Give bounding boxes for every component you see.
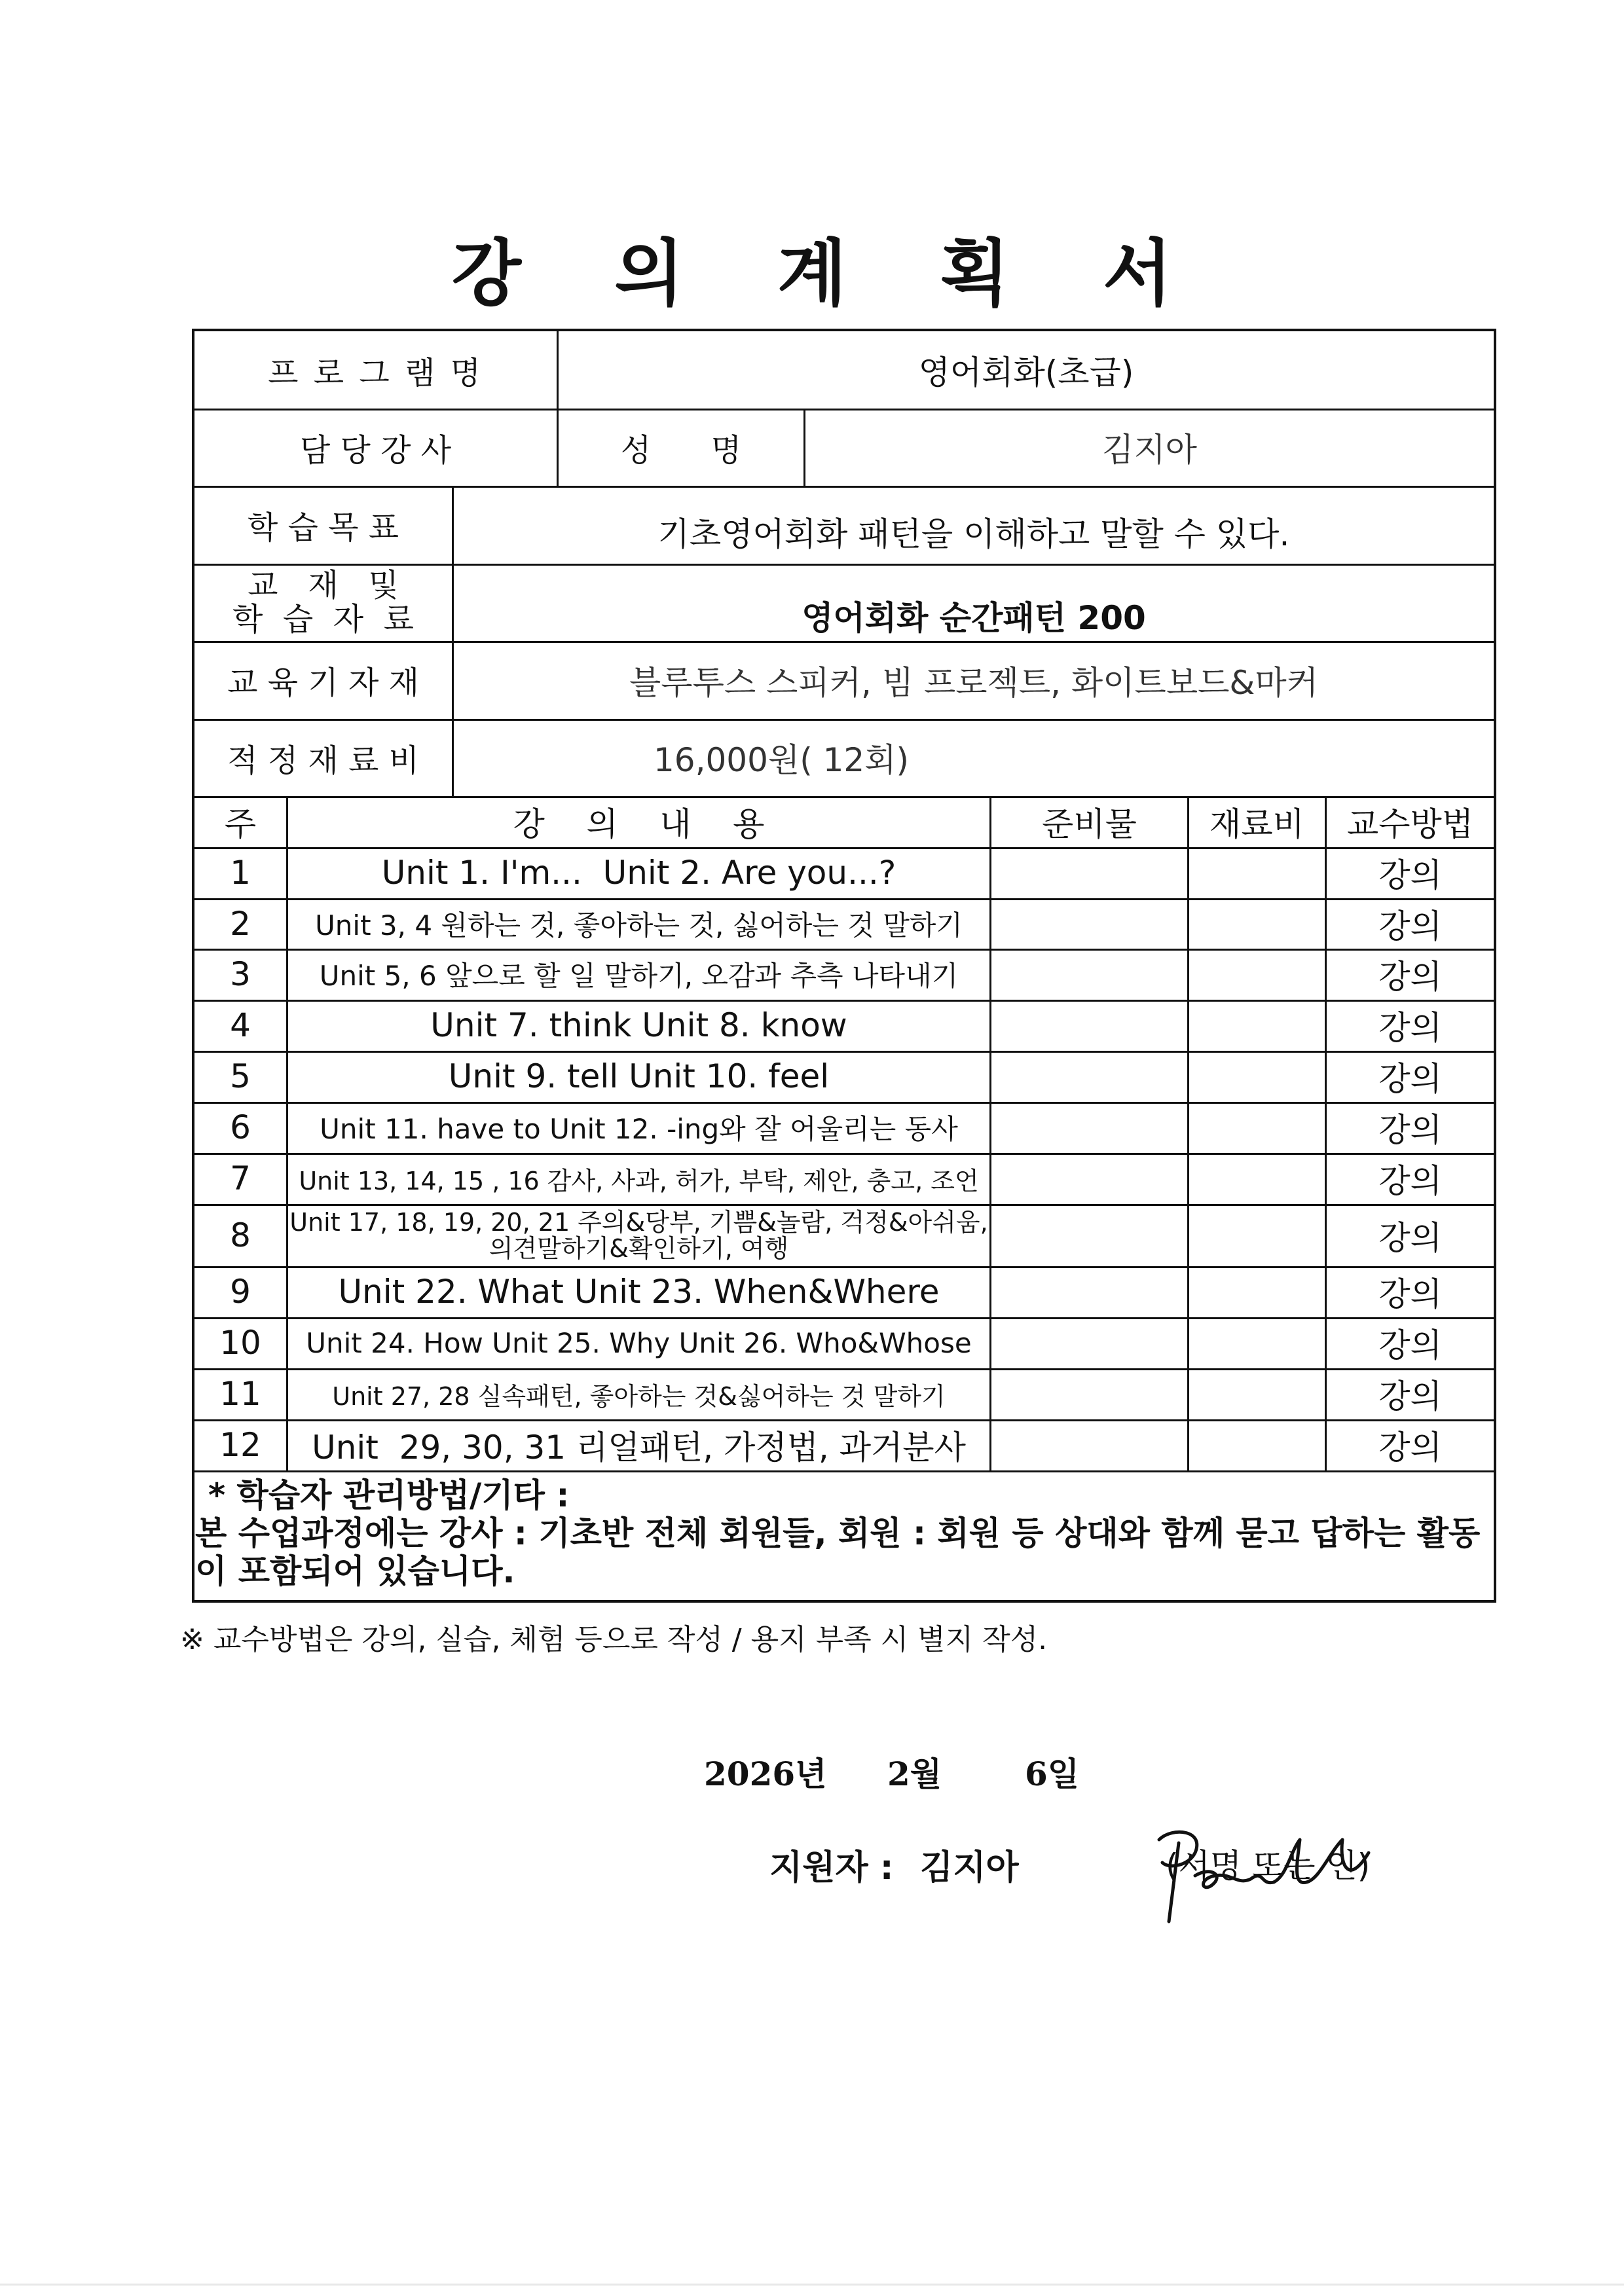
instructor-label: 담 당 강 사: [299, 431, 452, 469]
row-content: Unit 9. tell Unit 10. feel: [448, 1057, 830, 1095]
row-method: 강의: [1378, 1429, 1442, 1467]
row-method: 강의: [1378, 1326, 1442, 1364]
learning-goal-label: 학 습 목 표: [247, 509, 399, 546]
materials-label: [194, 564, 452, 641]
row-content: Unit 27, 28 실속패턴, 좋아하는 것&싫어하는 것 말하기: [332, 1381, 946, 1411]
row-method: 강의: [1378, 958, 1442, 996]
learning-goal-value: 기초영어회화 패턴을 이해하고 말할 수 있다.: [657, 515, 1290, 553]
material-fee-label: 적 정 재 료 비: [227, 742, 419, 779]
row-content: Unit 11. have to Unit 12. -ing와 잘 어울리는 동사: [320, 1113, 958, 1145]
row-week: 6: [230, 1108, 251, 1146]
row-method: 강의: [1378, 1377, 1442, 1415]
materials-value: 영어회화 순간패턴 200: [802, 599, 1146, 637]
row-content: [288, 1204, 989, 1266]
row-week: 11: [219, 1375, 261, 1413]
row-week: 7: [230, 1159, 251, 1197]
signature-label: (서명 또는 인): [1166, 1847, 1371, 1885]
row-week: 9: [230, 1273, 251, 1311]
name-label: 성 명: [620, 431, 742, 469]
applicant-label: 지원자 :: [769, 1848, 894, 1887]
row-content: Unit 1. I'm... Unit 2. Are you...?: [381, 854, 896, 892]
row-week: 1: [230, 854, 251, 892]
materials-label-line1: 교 재 및: [248, 567, 399, 604]
row-method: 강의: [1378, 1162, 1442, 1200]
program-name-label: 프 로 그 램 명: [268, 354, 483, 392]
row-content: Unit 13, 14, 15 , 16 감사, 사과, 허가, 부탁, 제안, 충고, 조언: [299, 1166, 979, 1195]
applicant-name: 김지아: [920, 1848, 1019, 1887]
row-method: 강의: [1378, 1060, 1442, 1098]
instructor-name-value: 김지아: [1102, 431, 1197, 469]
row-content-line2: 의견말하기&확인하기, 여행: [489, 1233, 789, 1263]
management-note-body: 본 수업과정에는 강사 : 기초반 전체 회원들, 회원 : 회원 등 상대와 함께 묻고 답하는 활동이 포함되어 있습니다.: [195, 1514, 1481, 1590]
date-month: 2월: [887, 1755, 942, 1793]
row-week: 2: [230, 904, 251, 943]
row-method: 강의: [1378, 1111, 1442, 1149]
equipment-label: 교 육 기 자 재: [227, 665, 419, 701]
row-content: Unit 24. How Unit 25. Why Unit 26. Who&Whose: [306, 1326, 972, 1359]
row-week: 5: [230, 1057, 251, 1095]
row-method: 강의: [1378, 1009, 1442, 1047]
row-content: Unit 3, 4 원하는 것, 좋아하는 것, 싫어하는 것 말하기: [315, 909, 963, 941]
row-content: Unit 7. think Unit 8. know: [430, 1006, 847, 1044]
material-fee-value: 16,000원( 12회): [653, 741, 910, 779]
row-method: 강의: [1378, 856, 1442, 894]
col-content-header: 강 의 내 용: [513, 805, 765, 843]
date-day: 6일: [1025, 1755, 1080, 1793]
row-content-line1: Unit 17, 18, 19, 20, 21 주의&당부, 기쁨&놀람, 걱정&아쉬움,: [289, 1207, 988, 1237]
row-content: Unit 22. What Unit 23. When&Where: [338, 1273, 940, 1311]
management-note: [195, 1476, 1494, 1590]
col-supplies-header: 준비물: [1042, 805, 1137, 843]
program-name-value: 영어회화(초급): [918, 354, 1134, 392]
col-week-header: 주: [224, 805, 257, 843]
row-content: Unit 5, 6 앞으로 할 일 말하기, 오감과 추측 나타내기: [319, 960, 959, 992]
row-week: 10: [219, 1324, 261, 1362]
row-week: 4: [230, 1006, 251, 1044]
row-method: 강의: [1378, 1218, 1442, 1257]
document-title: 강 의 계 획 서: [451, 232, 1207, 316]
col-fee-header: 재료비: [1209, 805, 1304, 843]
management-note-heading: * 학습자 관리방법/기타 :: [208, 1476, 570, 1514]
equipment-value: 블루투스 스피커, 빔 프로젝트, 화이트보드&마커: [629, 663, 1319, 702]
row-week: 3: [230, 955, 251, 993]
col-method-header: 교수방법: [1346, 805, 1474, 843]
row-method: 강의: [1378, 1275, 1442, 1313]
signature-mark: [1133, 1813, 1395, 1925]
plan-table: [192, 329, 1496, 1603]
page-edge: [0, 2284, 1624, 2286]
materials-label-line2: 학 습 자 료: [232, 601, 415, 638]
row-week: 12: [219, 1426, 261, 1464]
row-content: Unit 29, 30, 31 리얼패턴, 가정법, 과거분사: [312, 1429, 966, 1467]
date-year: 2026년: [704, 1755, 827, 1793]
row-method: 강의: [1378, 907, 1442, 945]
footnote: ※ 교수방법은 강의, 실습, 체험 등으로 작성 / 용지 부족 시 별지 작성.: [180, 1623, 1048, 1656]
row-week: 8: [230, 1216, 251, 1254]
